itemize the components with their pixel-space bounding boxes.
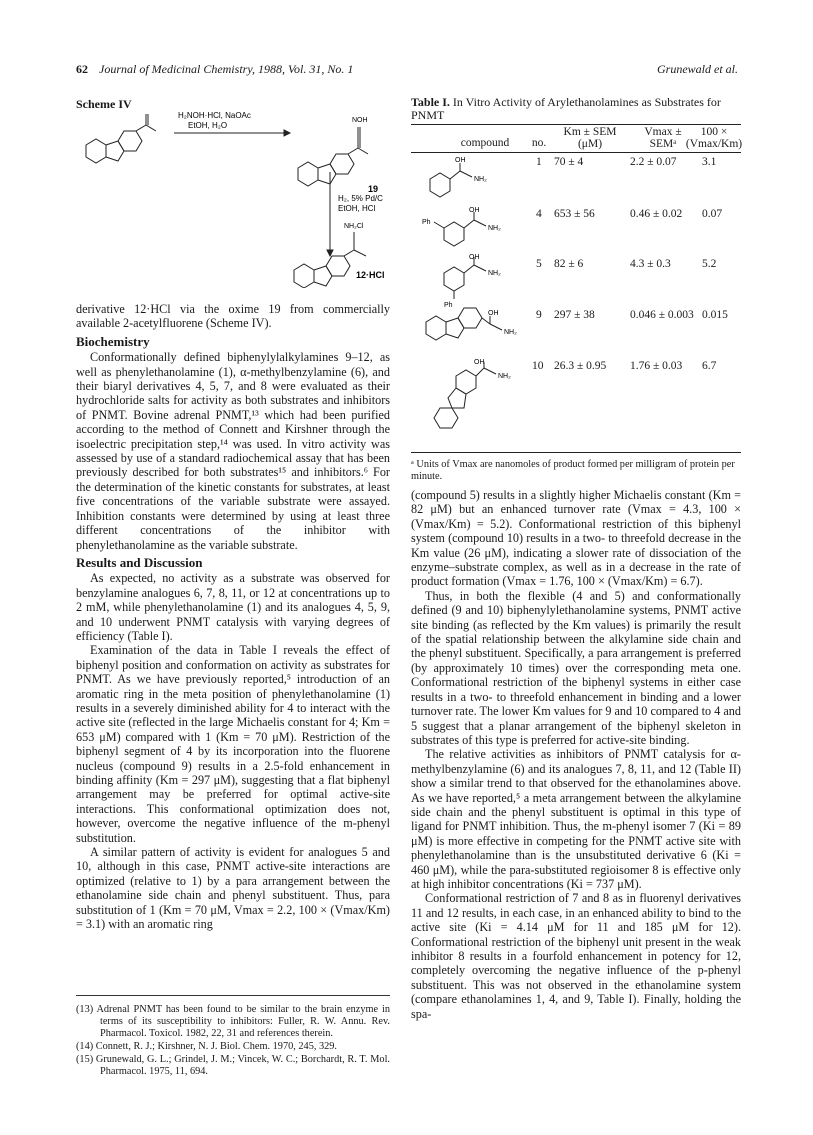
- structure-compound-1: [422, 155, 522, 203]
- structure-compound-9: [422, 304, 532, 348]
- journal-citation: Journal of Medicinal Chemistry, 1988, Vol. 31, No. 1: [99, 62, 354, 76]
- structure-compound-4: [422, 206, 522, 254]
- table-title: [411, 96, 741, 122]
- row-4-no: 4: [536, 208, 542, 220]
- compound-19-label: 19: [368, 184, 379, 194]
- nh2-label: NH₂: [488, 225, 501, 232]
- nh2-label: NH₂: [488, 270, 501, 277]
- row-10-km: 26.3 ± 0.95: [554, 360, 607, 372]
- col-header-vmax: Vmax ± SEMᵃ: [644, 126, 682, 150]
- row-1-vmax: 2.2 ± 0.07: [630, 156, 677, 168]
- right-column: [411, 488, 741, 1021]
- row-4-vmax: 0.46 ± 0.02: [630, 208, 683, 220]
- row-10-no: 10: [532, 360, 544, 372]
- scheme-iv-diagram: [76, 100, 390, 288]
- biochemistry-paragraph: Conformationally defined biphenylylalkylamines 9–12, as well as phenylethanolamine (1), α-methylbenzylamine (6), and their biaryl derivatives 4, 5, 7, and 8 were evaluated as their hydrochloride salts for activity as both substrates and inhibitors of PNMT. Bovine adrenal PNMT,¹³ which had been purified according to the method of Connett and Kirshner through the isoelectric precipitation step,¹⁴ was used. In vitro activity was assessed by use of a standard radiochemical assay that has been previously described for both substrates¹⁵ and inhibitors.⁶ For the determination of the kinetic constants for substrates, at least five concentrations of the variable substrate were assayed. Inhibition constants were determined by using at least three different concentrations of the inhibitor with phenylethanolamine as the variable substrate.: [76, 350, 390, 552]
- oxime-19-structure: [298, 127, 368, 186]
- nh2-label: NH₂: [504, 329, 517, 336]
- right-paragraph-4: Conformational restriction of 7 and 8 as in fluorenyl derivatives 11 and 12 results, in each case, in an enhanced ability to bind to the active site (Ki = 4.14 μM for 11 and 185 μM for 12). Conformational restriction of the biphenyl unit present in the weak inhibitor 8 results in a fourfold enhancement in potency for 12, completely overcoming the negative influence of the p-phenyl substituent. This was not observed in the ethanolamine system (compare ethanolamines 1, 4, and 9, Table I). Finally, holding the spa-: [411, 891, 741, 1021]
- reagents-2-line-1: H₂, 5% Pd/C: [338, 194, 383, 203]
- right-paragraph-3: The relative activities as inhibitors of PNMT catalysis for α-methylbenzylamine (6) and its analogues 7, 8, 11, and 12 (Table II) show a similar trend to that observed for the ethanolamines above. As we have reported,⁵ a meta arrangement between the alkylamine side chain and the phenyl substituent is optimal in this type of ligand for PNMT inhibition. Thus, the m-phenyl isomer 7 (Ki = 89 μM) is more effective in competing for the PNMT active site with phenylethanolamine than is the unsubstituted derivative 6 (Ki = 460 μM), while the para-substituted regioisomer 8 is effective only at high inhibitor concentrations (Ki = 737 μM).: [411, 747, 741, 891]
- row-5-ratio: 5.2: [702, 258, 717, 270]
- results-paragraph-1: As expected, no activity as a substrate was observed for benzylamine analogues 6, 7, 8, 11, or 12 at concentrations up to 2 mM, while phenylethanolamine (1) and its analogues 4, 5, 9, and 10 underwent PNMT catalysis with varying degrees of efficiency (Table I).: [76, 571, 390, 643]
- col-header-ratio: 100 × (Vmax/Km): [685, 126, 743, 150]
- scheme-label: Scheme IV: [76, 97, 132, 111]
- amine-hcl-label: NH₂Cl: [344, 223, 364, 230]
- structure-compound-5: [422, 253, 522, 309]
- table-top-rule: [411, 124, 741, 125]
- oxime-label: NOH: [352, 117, 368, 124]
- oh-label: OH: [469, 207, 480, 214]
- running-header: [76, 62, 738, 78]
- references: [76, 995, 390, 1079]
- row-10-vmax: 1.76 ± 0.03: [630, 360, 683, 372]
- row-4-km: 653 ± 56: [554, 208, 595, 220]
- row-9-ratio: 0.015: [702, 309, 728, 321]
- row-1-ratio: 3.1: [702, 156, 717, 168]
- right-paragraph-2: Thus, in both the flexible (4 and 5) and conformationally defined (9 and 10) biphenylylethanolamine systems, PNMT active site binding (as reflected by the Km values) is primarily the result of the spatial relationship between the alkylamine side chain and the phenyl substituent. Specifically, a para arrangement is preferred (by approximately 10 times) over the corresponding meta one. Conformational restriction of the biphenyl systems in either case results in a two- to threefold enhancement in binding and a lower turnover rate. The lower Km values for 9 and 10 compared to 4 and 5 suggest that a planar arrangement of the biphenyl skeleton in substrates of this type is preferred for active-site binding.: [411, 588, 741, 747]
- results-paragraph-2: Examination of the data in Table I reveals the effect of biphenyl position and conformation on activity as substrates for PNMT. As we have previously reported,⁵ introduction of an aromatic ring in the meta position of phenylethanolamine (1) results in a severely diminished ability for 4 to interact with the active site (reflected in the large Michaelis constant for 4; Km = 653 μM) compared with 1 (Km = 70 μM). Restriction of the biphenyl segment of 4 by its incorporation into the fluorene nucleus (compound 9) results in a 2.5-fold enhancement in binding affinity (Km = 297 μM), suggesting that a flat biphenyl arrangement may be preferred for optimal active-site interactions. This conformational optimization does not, however, overcome the negative influence of the m-phenyl substitution.: [76, 643, 390, 845]
- intro-paragraph: derivative 12·HCl via the oxime 19 from commercially available 2-acetylfluorene (Scheme IV).: [76, 302, 390, 331]
- ph-label: Ph: [444, 302, 453, 309]
- row-9-no: 9: [536, 309, 542, 321]
- col-header-compound: compound: [460, 137, 510, 149]
- table-header-rule: [411, 152, 741, 153]
- right-paragraph-1: (compound 5) results in a slightly higher Michaelis constant (Km = 82 μM) but an enhanced turnover rate (Vmax = 4.3, 100 × (Vmax/Km) = 5.2). Conformational restriction of this biphenyl system (compound 10) results in a two- to threefold decrease in the Km value (26 μM), indicating a slower rate of dissociation of the enzyme–substrate complex, as well as in a decrease in the rate of product formation (Vmax = 1.76, 100 × (Vmax/Km) = 6.7).: [411, 488, 741, 589]
- reference-14: (14) Connett, R. J.; Kirshner, N. J. Biol. Chem. 1970, 245, 329.: [76, 1041, 338, 1052]
- results-heading: Results and Discussion: [76, 554, 203, 570]
- row-9-vmax: 0.046 ± 0.003: [630, 309, 694, 321]
- structure-compound-10: [422, 358, 522, 442]
- nh2-label: NH₂: [474, 176, 487, 183]
- acetylfluorene-structure: [86, 114, 156, 163]
- reagents-1-line-1: H₂NOH·HCl, NaOAc: [178, 111, 251, 120]
- oh-label: OH: [474, 359, 485, 366]
- row-1-no: 1: [536, 156, 542, 168]
- reagents-1-line-2: EtOH, H₂O: [188, 121, 228, 130]
- reference-13: (13) Adrenal PNMT has been found to be similar to the brain enzyme in terms of its susceptibility to inhibitors: Fuller, R. W. Annu. Rev. Pharmacol. Toxicol. 1982, 22, 31 and references therein.: [76, 1004, 390, 1039]
- col-header-no: no.: [531, 137, 547, 149]
- col-header-km: Km ± SEM (μM): [563, 126, 617, 150]
- row-10-ratio: 6.7: [702, 360, 717, 372]
- row-5-vmax: 4.3 ± 0.3: [630, 258, 671, 270]
- reagents-2-line-2: EtOH, HCl: [338, 204, 376, 213]
- compound-12-label: 12·HCl: [356, 270, 385, 280]
- table-label: Table I.: [411, 95, 450, 109]
- row-5-no: 5: [536, 258, 542, 270]
- oh-label: OH: [469, 254, 480, 261]
- row-1-km: 70 ± 4: [554, 156, 584, 168]
- table-caption: In Vitro Activity of Arylethanolamines as Substrates for PNMT: [411, 95, 721, 122]
- ph-label: Ph: [422, 219, 431, 226]
- reference-15: (15) Grunewald, G. L.; Grindel, J. M.; Vincek, W. C.; Borchardt, R. T. Mol. Pharmacol. 1975, 11, 694.: [76, 1054, 390, 1077]
- biochemistry-heading: Biochemistry: [76, 333, 150, 349]
- left-column: [76, 302, 390, 931]
- author-header: Grunewald et al.: [657, 62, 738, 76]
- nh2-label: NH₂: [498, 373, 511, 380]
- page-number: 62: [76, 62, 88, 76]
- results-paragraph-3: A similar pattern of activity is evident for analogues 5 and 10, although in this case, PNMT active-site interactions are optimized (relative to 1) by a para arrangement between the ethanolamine side chain and phenyl substituent. Thus, para substitution of 1 (Km = 70 μM, Vmax = 2.2, 100 × (Vmax/Km) = 3.1) with an aromatic ring: [76, 845, 390, 932]
- table-footnote: ᵃ Units of Vmax are nanomoles of product formed per milligram of protein per minute.: [411, 459, 735, 482]
- table-bottom-rule: [411, 452, 741, 453]
- row-4-ratio: 0.07: [702, 208, 723, 220]
- row-9-km: 297 ± 38: [554, 309, 595, 321]
- row-5-km: 82 ± 6: [554, 258, 584, 270]
- oh-label: OH: [455, 157, 466, 164]
- oh-label: OH: [488, 310, 499, 317]
